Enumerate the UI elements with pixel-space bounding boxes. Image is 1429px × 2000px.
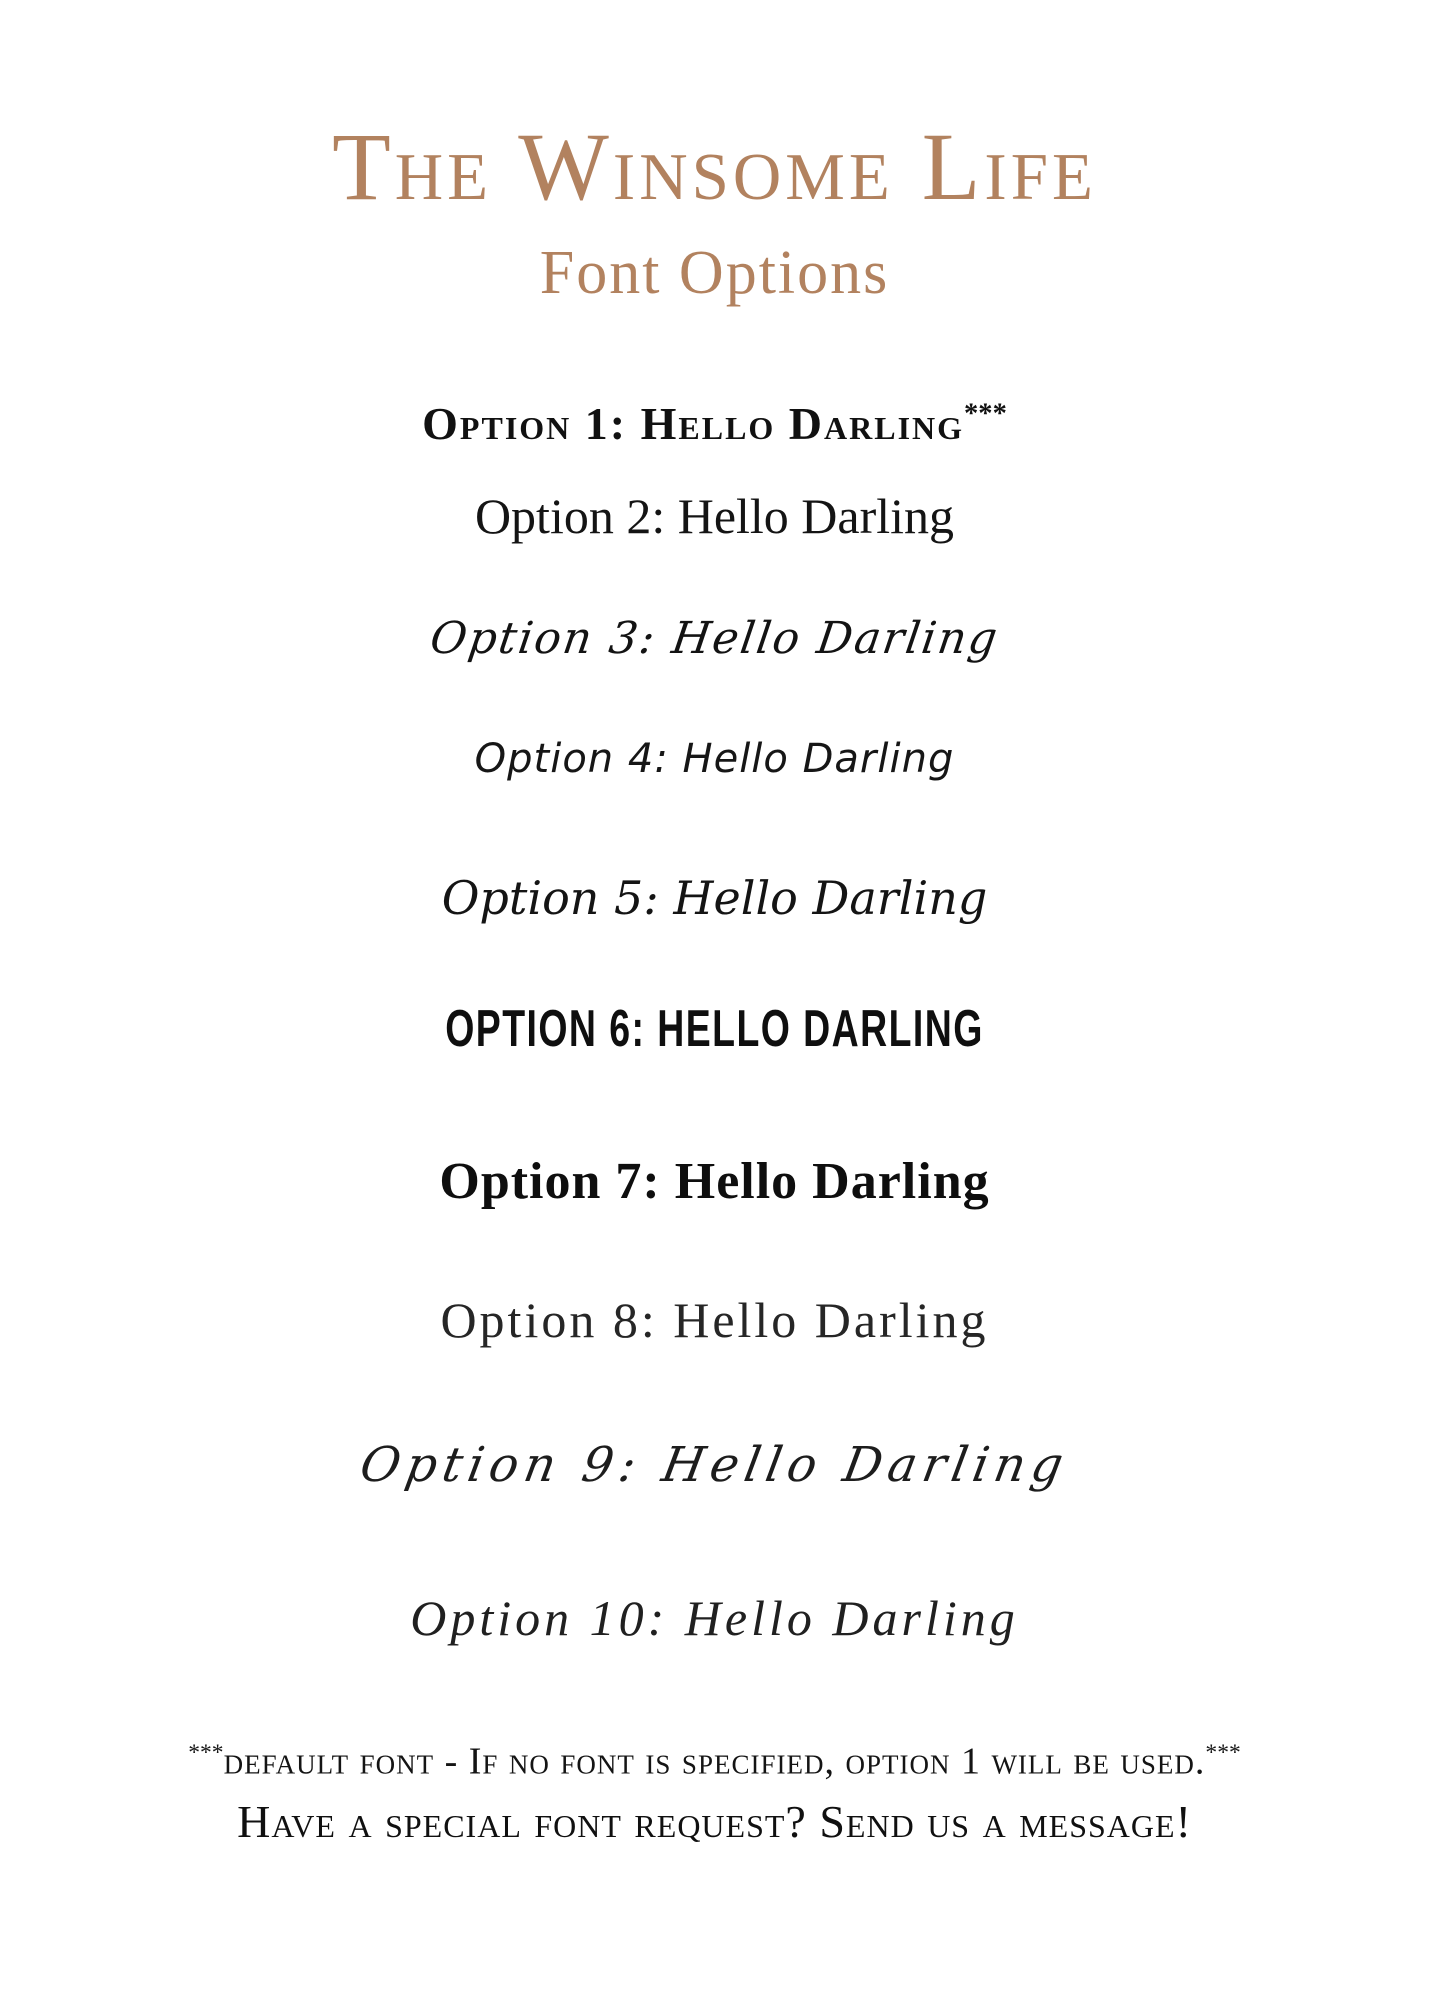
font-option-7 — [0, 1152, 1429, 1212]
font-option-3-label: Option 3: Hello Darling — [427, 613, 1003, 664]
font-option-8-label: Option 8: Hello Darling — [440, 1292, 989, 1348]
note-prefix-asterisks: *** — [188, 1740, 224, 1766]
page-title — [0, 112, 1429, 222]
font-option-2-label: Option 2: Hello Darling — [474, 488, 955, 544]
default-font-asterisks: *** — [964, 398, 1007, 430]
font-option-9 — [0, 1438, 1429, 1493]
font-option-10-label: Option 10: Hello Darling — [410, 1590, 1019, 1646]
default-font-note — [0, 1740, 1429, 1784]
font-option-1 — [0, 398, 1429, 451]
font-option-8 — [0, 1292, 1429, 1350]
font-request-message — [0, 1796, 1429, 1849]
page-subtitle-text: Font Options — [539, 239, 890, 307]
font-option-5 — [0, 872, 1429, 925]
page-title-text: The Winsome Life — [332, 113, 1097, 220]
font-option-3 — [0, 614, 1429, 665]
font-option-4 — [0, 736, 1429, 782]
note-suffix-asterisks: *** — [1205, 1740, 1241, 1766]
font-option-6-label: OPTION 6: HELLO DARLING — [445, 1000, 984, 1058]
font-option-1-label: Option 1: Hello Darling — [422, 398, 965, 449]
font-option-5-label: Option 5: Hello Darling — [441, 871, 988, 925]
font-option-4-label: Option 4: Hello Darling — [474, 736, 955, 782]
font-option-2 — [0, 488, 1429, 546]
font-option-6 — [200, 1000, 1229, 1060]
font-request-message-text: Have a special font request? Send us a message! — [237, 1796, 1192, 1847]
font-option-9-label: Option 9: Hello Darling — [356, 1437, 1074, 1493]
default-font-note-text: default font - If no font is specified, option 1 will be used. — [223, 1740, 1206, 1783]
font-option-10 — [0, 1590, 1429, 1648]
page-subtitle — [0, 238, 1429, 309]
font-option-7-label: Option 7: Hello Darling — [439, 1153, 990, 1210]
